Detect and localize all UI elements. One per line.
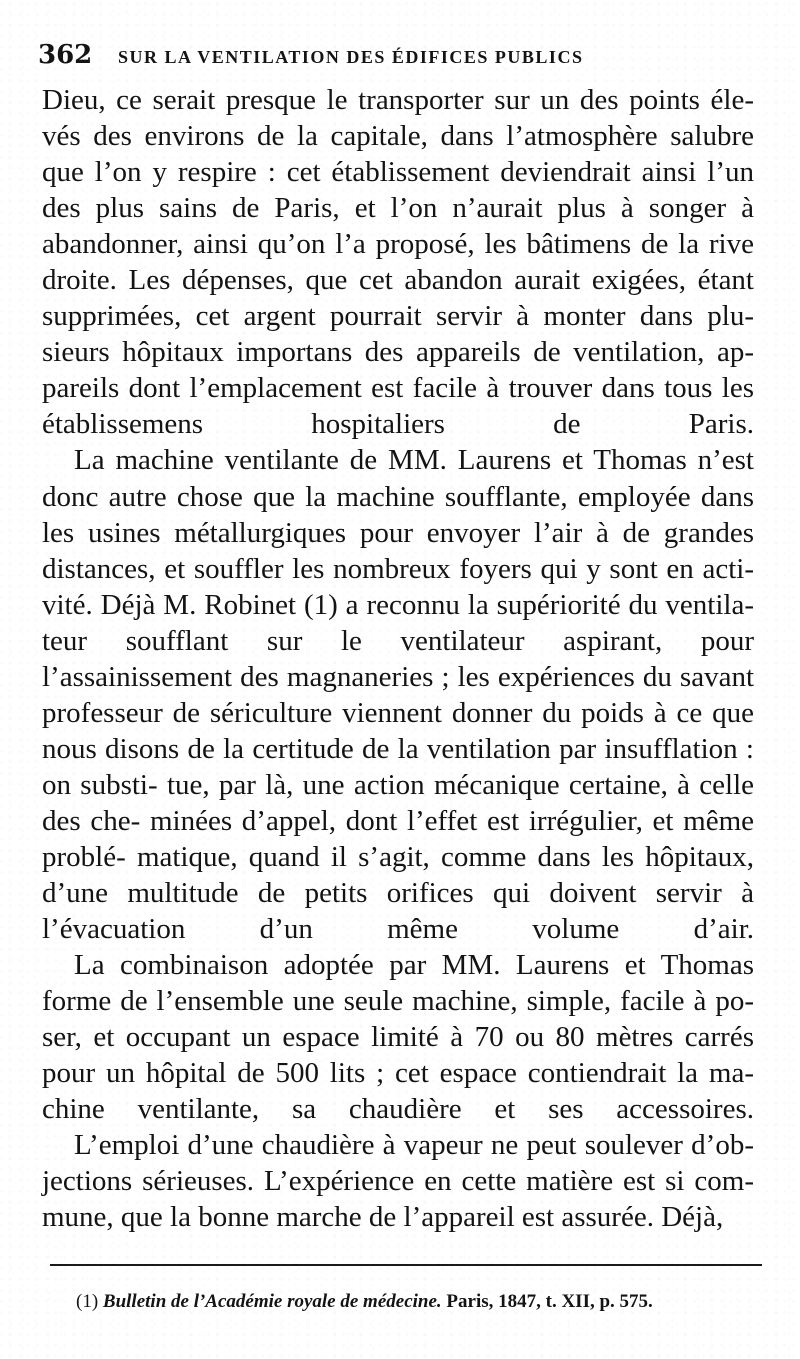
body-text bbox=[42, 82, 754, 1236]
text-line: pareils dont l’emplacement est facile à trouver dans tous les bbox=[42, 372, 754, 405]
text-line: teur soufflant sur le ventilateur aspirant, pour l’assainissement bbox=[42, 624, 754, 693]
text-line: sieurs hôpitaux importans des appareils de ventilation, ap- bbox=[42, 336, 754, 369]
page-header bbox=[38, 40, 760, 70]
text-line: donc autre chose que la machine soufflante, employée dans bbox=[42, 480, 754, 513]
text-line: tue, par là, une action mécanique certaine, à celle des che- bbox=[42, 768, 755, 837]
text-line: abandonner, ainsi qu’on l’a proposé, les bâtimens de la rive bbox=[42, 228, 754, 261]
text-line: supprimées, cet argent pourrait servir à monter dans plu- bbox=[42, 300, 754, 333]
text-line: minées d’appel, dont l’effet est irrégulier, et même problé- bbox=[42, 804, 755, 873]
paragraph bbox=[42, 442, 754, 947]
running-title: SUR LA VENTILATION DES ÉDIFICES PUBLICS bbox=[118, 47, 584, 67]
text-line: Dieu, ce serait presque le transporter sur un des points éle- bbox=[42, 84, 754, 116]
text-line: jections sérieuses. L’expérience en cette matière est si com- bbox=[42, 1165, 754, 1198]
paragraph bbox=[42, 947, 754, 1127]
text-line: vité. Déjà M. Robinet (1) a reconnu la supériorité du ventila- bbox=[42, 588, 754, 621]
text-line: droite. Les dépenses, que cet abandon aurait exigées, étant bbox=[42, 264, 754, 297]
text-line: de la certitude de la ventilation par insufflation : on substi- bbox=[42, 732, 754, 801]
text-line: pour un hôpital de 500 lits ; cet espace contiendrait la ma- bbox=[42, 1057, 754, 1090]
text-line: des plus sains de Paris, et l’on n’aurait plus à songer à bbox=[42, 192, 754, 225]
text-line: vés des environs de la capitale, dans l’atmosphère salubre bbox=[42, 120, 754, 153]
footnote-reference: Paris, 1847, t. XII, p. 575. bbox=[446, 1291, 653, 1312]
footnote-source: Bulletin de l’Académie royale de médecine. bbox=[102, 1291, 442, 1312]
text-line: forme de l’ensemble une seule machine, simple, facile à po- bbox=[42, 985, 754, 1018]
page-number: 362 bbox=[38, 40, 93, 70]
text-line: La machine ventilante de MM. Laurens et Thomas n’est bbox=[74, 444, 754, 477]
paragraph bbox=[42, 82, 754, 442]
footnote bbox=[76, 1291, 766, 1313]
footnote-divider bbox=[50, 1264, 762, 1266]
text-line: chine ventilante, sa chaudière et ses accessoires. bbox=[42, 1093, 754, 1126]
text-line: que l’on y respire : cet établissement deviendrait ainsi l’un bbox=[42, 156, 754, 189]
text-line: les usines métallurgiques pour envoyer l’air à de grandes bbox=[42, 516, 754, 549]
text-line: sériculture viennent donner du poids à ce que nous disons bbox=[42, 696, 754, 765]
text-line: distances, et souffler les nombreux foyers qui y sont en acti- bbox=[42, 552, 754, 585]
text-line: ser, et occupant un espace limité à 70 ou 80 mètres carrés bbox=[42, 1021, 754, 1054]
text-line: établissemens hospitaliers de Paris. bbox=[42, 408, 754, 441]
paragraph bbox=[42, 1127, 754, 1235]
text-line: L’emploi d’une chaudière à vapeur ne peut soulever d’ob- bbox=[74, 1129, 754, 1162]
text-line: des magnaneries ; les expériences du savant professeur de bbox=[42, 660, 755, 729]
footnote-marker: (1) bbox=[76, 1291, 99, 1312]
text-line: multitude de petits orifices qui doivent servir à l’évacuation bbox=[42, 877, 754, 946]
text-line: La combinaison adoptée par MM. Laurens et Thomas bbox=[74, 949, 754, 982]
text-line: matique, quand il s’agit, comme dans les hôpitaux, d’une bbox=[42, 840, 755, 910]
text-line: d’un même volume d’air. bbox=[259, 913, 754, 946]
text-line: mune, que la bonne marche de l’appareil est assurée. Déjà, bbox=[42, 1201, 724, 1234]
